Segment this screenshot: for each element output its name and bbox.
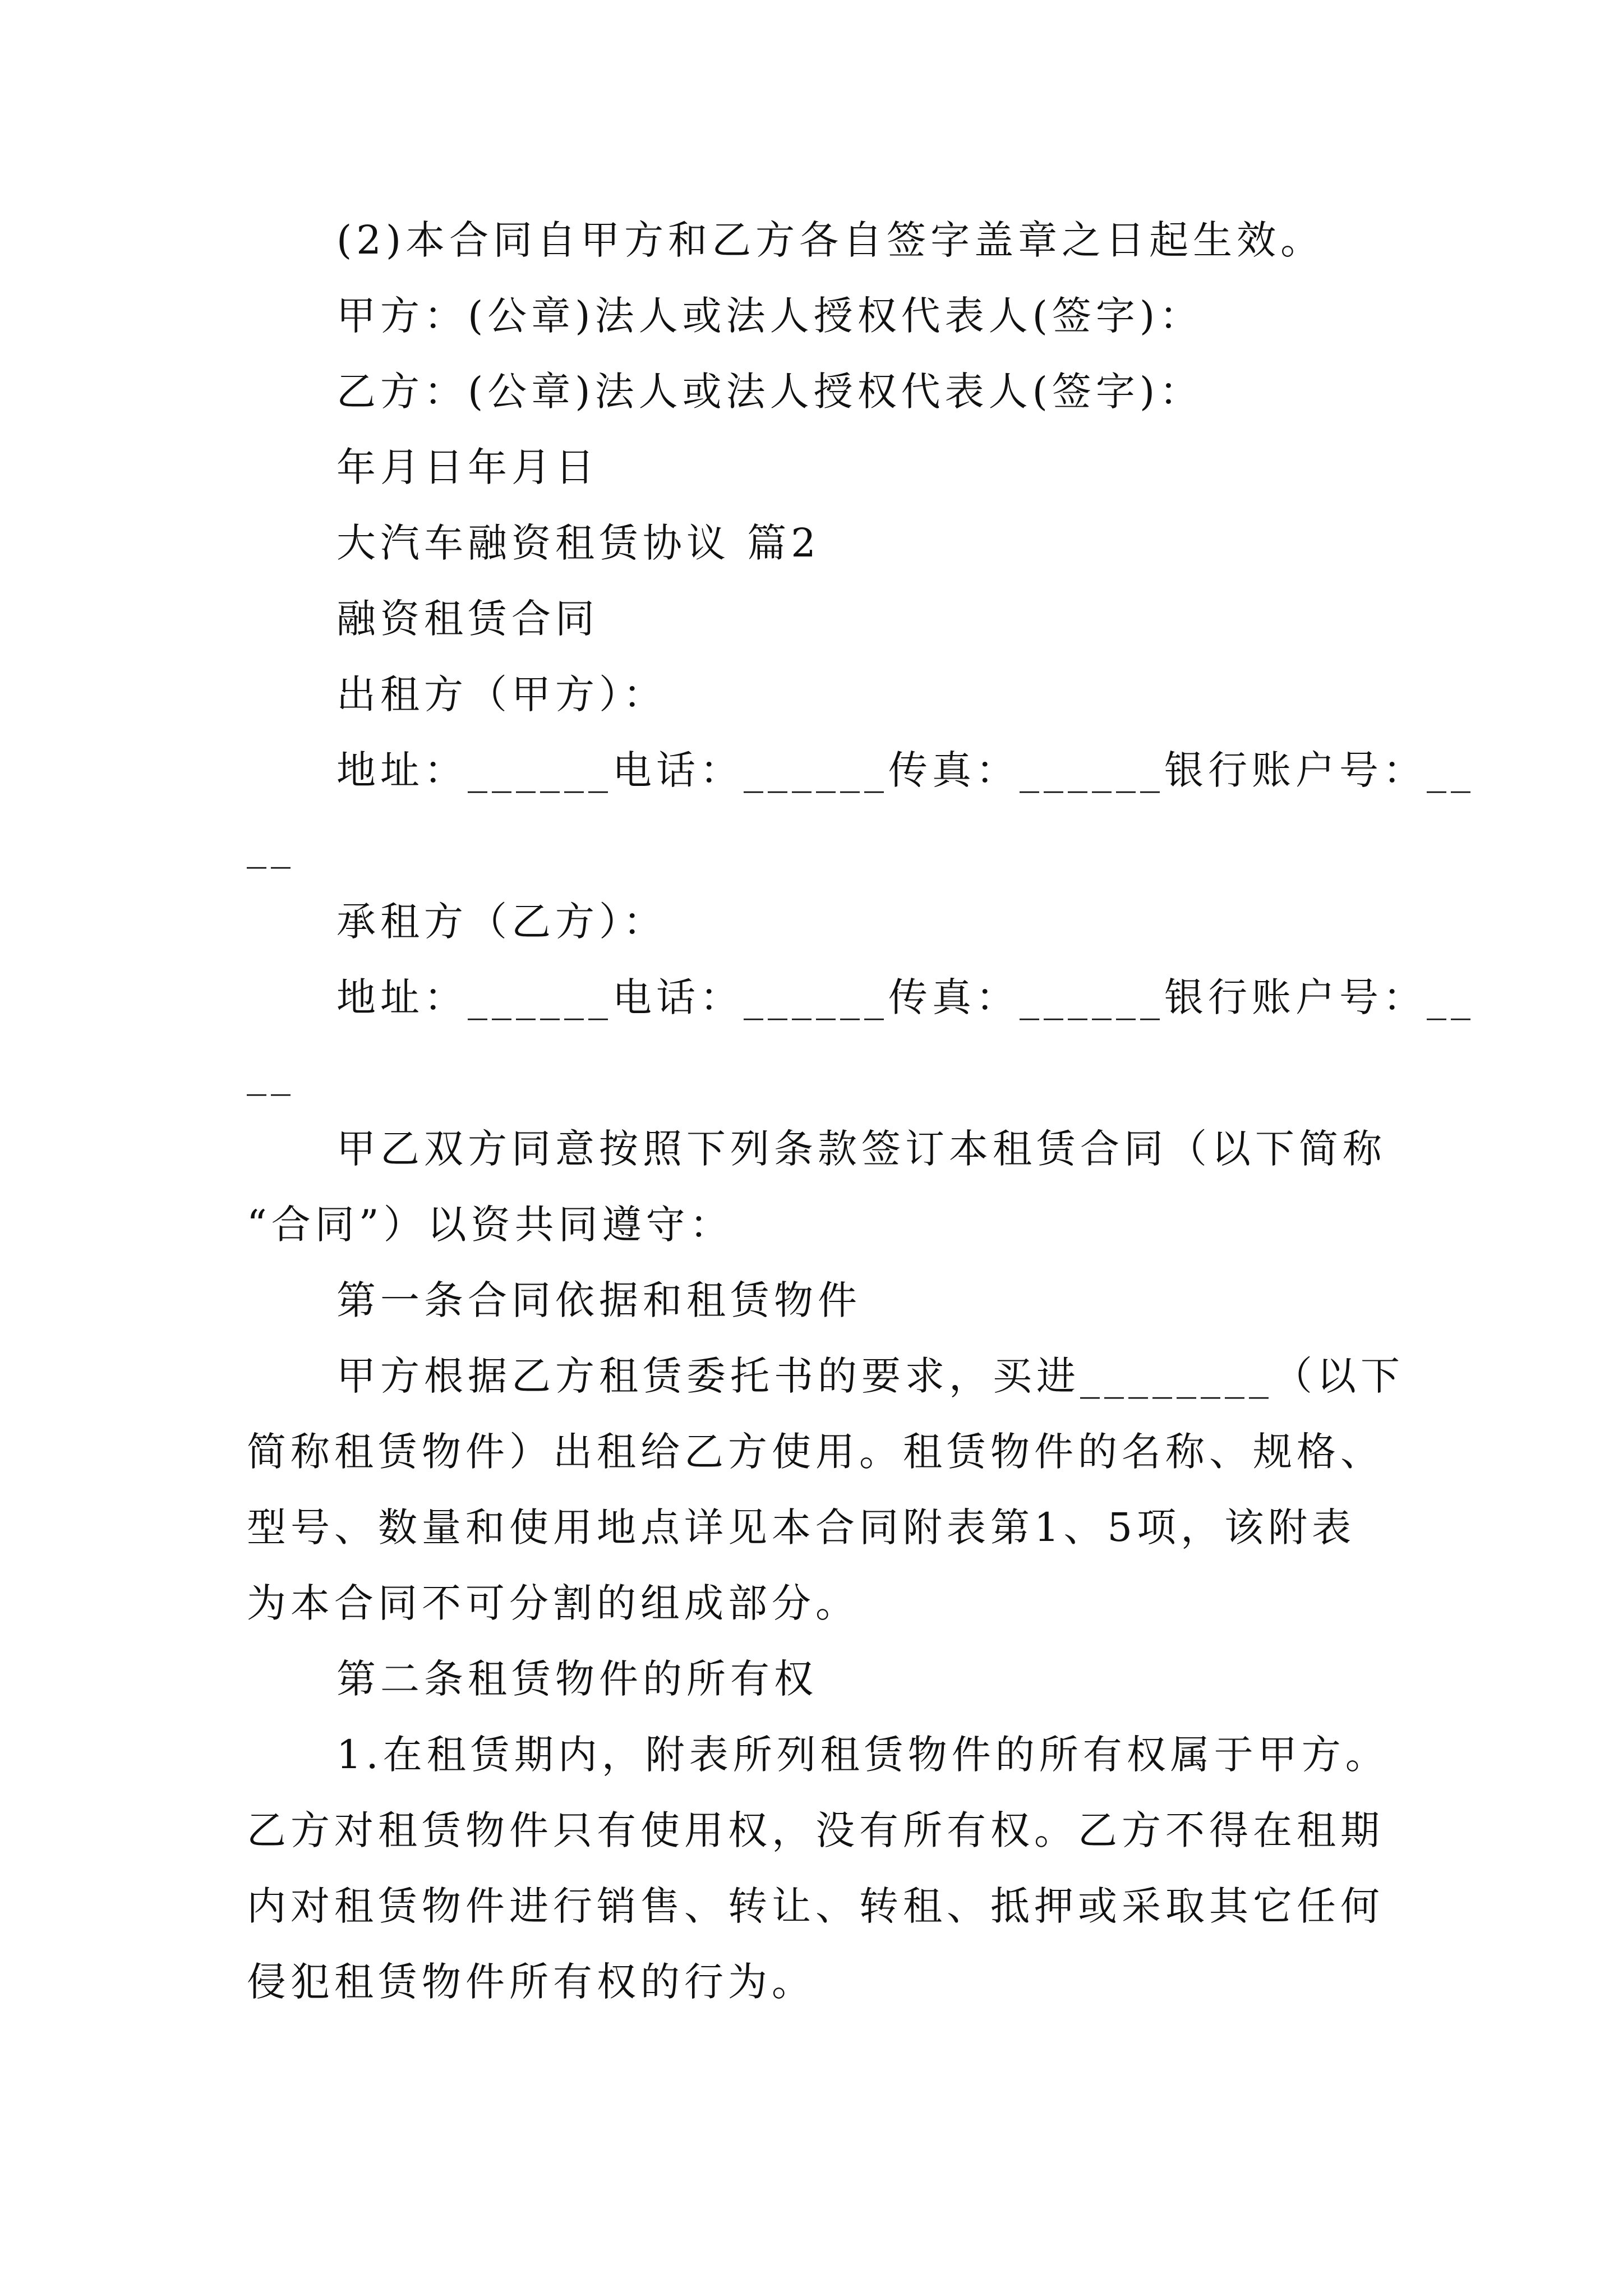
lessor-contact-fields-continued: __ (247, 823, 295, 869)
article-2-heading: 第二条租赁物件的所有权 (336, 1656, 818, 1702)
lessee-label: 承租方（乙方）： (336, 899, 667, 945)
article-1-body: 简称租赁物件）出租给乙方使用。租赁物件的名称、规格、 (247, 1429, 1384, 1475)
article-1-body: 甲方根据乙方租赁委托书的要求，买进________（以下 (336, 1353, 1404, 1399)
article-2-body: 侵犯租赁物件所有权的行为。 (247, 1959, 815, 2005)
lessee-contact-fields: 地址：______电话：______传真：______银行账户号：__ (336, 974, 1475, 1020)
lessor-label: 出租方（甲方）： (336, 671, 667, 717)
section-heading: 大汽车融资租赁协议 篇2 (336, 520, 820, 566)
article-2-body: 1.在租赁期内，附表所列租赁物件的所有权属于甲方。 (336, 1732, 1389, 1778)
clause-effective-date: (2)本合同自甲方和乙方各自签字盖章之日起生效。 (336, 217, 1325, 263)
article-1-body: 为本合同不可分割的组成部分。 (247, 1580, 859, 1626)
lessor-contact-fields: 地址：______电话：______传真：______银行账户号：__ (336, 747, 1475, 793)
contract-title: 融资租赁合同 (336, 596, 599, 642)
signature-party-a: 甲方：(公章)法人或法人授权代表人(签字)： (336, 293, 1204, 339)
agreement-intro-continued: “合同”）以资共同遵守： (247, 1202, 734, 1248)
signature-dates: 年月日年月日 (336, 444, 599, 490)
signature-party-b: 乙方：(公章)法人或法人授权代表人(签字)： (336, 369, 1204, 415)
article-1-heading: 第一条合同依据和租赁物件 (336, 1277, 861, 1323)
lessee-contact-fields-continued: __ (247, 1050, 295, 1096)
article-2-body: 内对租赁物件进行销售、转让、转租、抵押或采取其它任何 (247, 1883, 1384, 1929)
article-2-body: 乙方对租赁物件只有使用权，没有所有权。乙方不得在租期 (247, 1807, 1384, 1853)
article-1-body: 型号、数量和使用地点详见本合同附表第1、5项，该附表 (247, 1504, 1356, 1550)
agreement-intro: 甲乙双方同意按照下列条款签订本租赁合同（以下简称 (336, 1126, 1386, 1172)
